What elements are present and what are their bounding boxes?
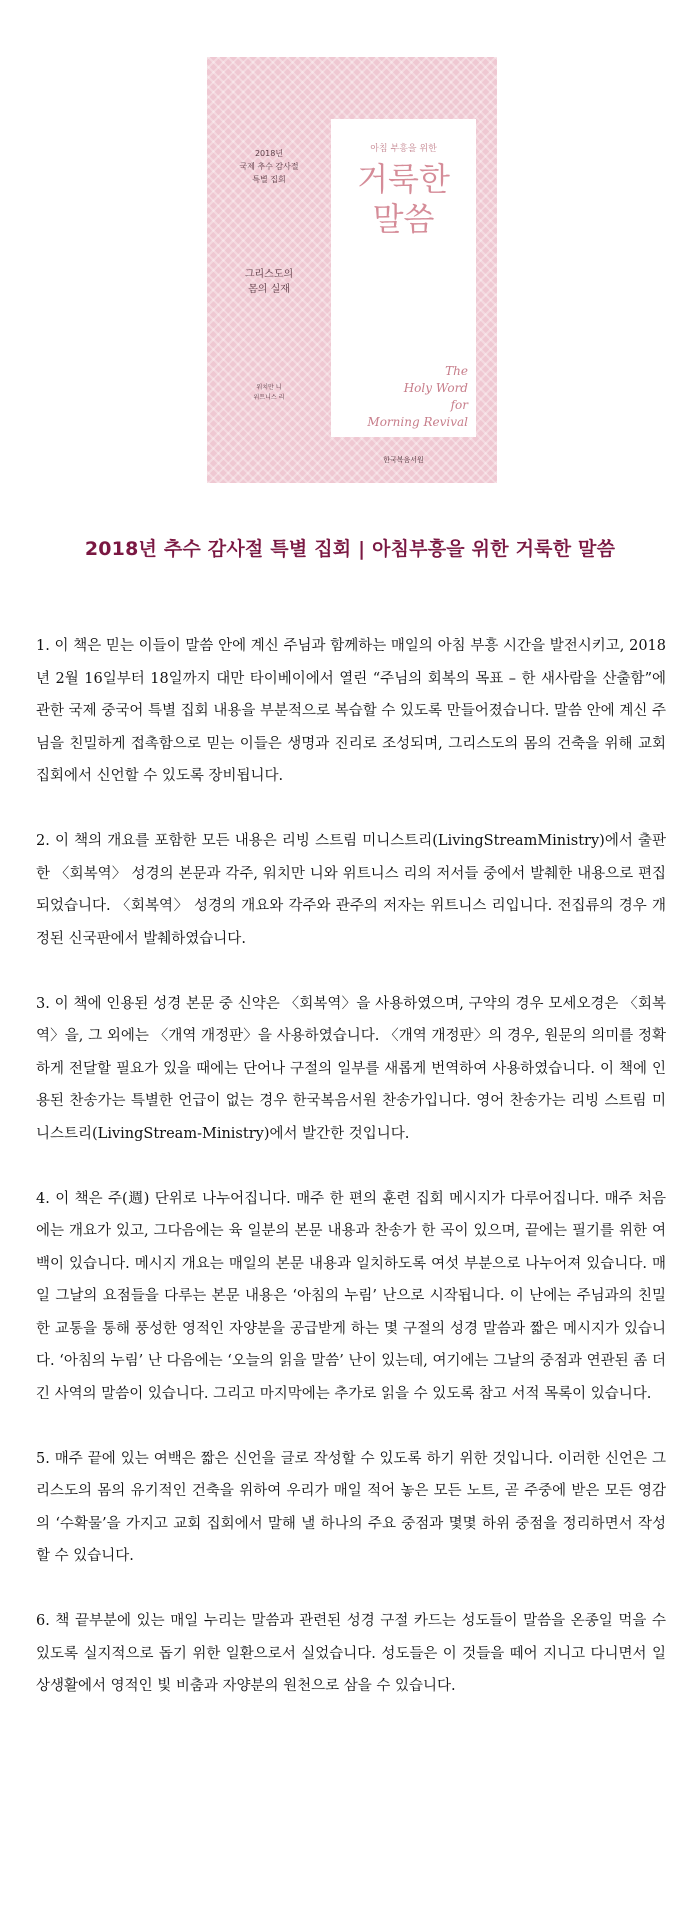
cover-subtitle bbox=[207, 267, 331, 297]
cover-event-line: 국제 추수 감사절 bbox=[239, 162, 299, 171]
cover-event-text bbox=[207, 147, 331, 186]
paragraph-5: 5. 매주 끝에 있는 여백은 짧은 신언을 글로 작성할 수 있도록 하기 위한 것입니다. 이러한 신언은 그리스도의 몸의 유기적인 건축을 위하여 우리가 매일 적어 놓은 모든 노트, 곧 주중에 받은 모든 영감의 ‘수확물’을 가지고 교회 집회에서 말해 낼 하나의 주요 중점과 몇몇 하위 중점을 정리하면서 작성할 수 있습니다. bbox=[36, 1450, 666, 1564]
paragraph-3: 3. 이 책에 인용된 성경 본문 중 신약은 〈회복역〉을 사용하였으며, 구약의 경우 모세오경은 〈회복역〉을, 그 외에는 〈개역 개정판〉을 사용하였습니다. 〈개역 개정판〉의 경우, 원문의 의미를 정확하게 전달할 필요가 있을 때에는 단어나 구절의 일부를 새롭게 번역하여 사용하였습니다. 이 책에 인용된 찬송가는 특별한 언급이 없는 경우 한국복음서원 찬송가입니다. 영어 찬송가는 리빙 스트림 미니스트리(LivingStream-Ministry)에서 발간한 것입니다. bbox=[36, 995, 666, 1142]
paragraph-4: 4. 이 책은 주(週) 단위로 나누어집니다. 매주 한 편의 훈련 집회 메시지가 다루어집니다. 매주 처음에는 개요가 있고, 그다음에는 육 일분의 본문 내용과 찬송가 한 곡이 있으며, 끝에는 필기를 위한 여백이 있습니다. 메시지 개요는 매일의 본문 내용과 일치하도록 여섯 부분으로 나누어져 있습니다. 매일 그날의 요점들을 다루는 본문 내용은 ‘아침의 누림’ 난으로 시작됩니다. 이 난에는 주님과의 친밀한 교통을 통해 풍성한 영적인 자양분을 공급받게 하는 몇 구절의 성경 말씀과 짧은 메시지가 있습니다. ‘아침의 누림’ 난 다음에는 ‘오늘의 읽을 말씀’ 난이 있는데, 여기에는 그날의 중점과 연관된 좀 더 긴 사역의 말씀이 있습니다. 그리고 마지막에는 추가로 읽을 수 있도록 참고 서적 목록이 있습니다. bbox=[36, 1190, 666, 1402]
cover-author-line: 워치만 니 bbox=[256, 384, 282, 391]
paragraph-1: 1. 이 책은 믿는 이들이 말씀 안에 계신 주님과 함께하는 매일의 아침 부흥 시간을 발전시키고, 2018년 2월 16일부터 18일까지 대만 타이베이에서 열린 “주님의 회복의 목표 – 한 새사람을 산출함”에 관한 국제 중국어 특별 집회 내용을 부분적으로 복습할 수 있도록 만들어졌습니다. 말씀 안에 계신 주님을 친밀하게 접촉함으로 믿는 이들은 생명과 진리로 조성되며, 그리스도의 몸의 건축을 위해 교회 집회에서 신언할 수 있도록 장비됩니다. bbox=[36, 638, 666, 784]
cover-title-panel bbox=[331, 119, 476, 437]
cover-title: 거룩한 말씀 bbox=[357, 160, 450, 238]
description-body bbox=[36, 630, 666, 1735]
book-cover-image bbox=[207, 57, 497, 483]
cover-author-line: 위트니스 리 bbox=[253, 394, 285, 401]
cover-event-line: 2018년 bbox=[254, 149, 284, 158]
page-headline: 2018년 추수 감사절 특별 집회 | 아침부흥을 위한 거룩한 말씀 bbox=[84, 538, 616, 560]
cover-subtitle-line: 그리스도의 bbox=[244, 269, 294, 280]
paragraph-2: 2. 이 책의 개요를 포함한 모든 내용은 리빙 스트림 미니스트리(LivingStreamMinistry)에서 출판한 〈회복역〉 성경의 본문과 각주, 워치만 니와 위트니스 리의 저서들 중에서 발췌한 내용으로 편집되었습니다. 〈회복역〉 성경의 개요와 각주와 관주의 저자는 위트니스 리입니다. 전집류의 경우 개정된 신국판에서 발췌하였습니다. bbox=[36, 833, 666, 947]
cover-tagline: 아침 부흥을 위한 bbox=[370, 144, 437, 154]
paragraph-6: 6. 책 끝부분에 있는 매일 누리는 말씀과 관련된 성경 구절 카드는 성도들이 말씀을 온종일 먹을 수 있도록 실지적으로 돕기 위한 일환으로서 실었습니다. 성도들은 이 것들을 떼어 지니고 다니면서 일상생활에서 영적인 빛 비춤과 자양분의 원천으로 삼을 수 있습니다. bbox=[36, 1613, 666, 1694]
cover-subtitle-line: 몸의 실재 bbox=[248, 284, 290, 295]
cover-event-line: 특별 집회 bbox=[252, 175, 286, 184]
cover-author bbox=[207, 383, 331, 403]
cover-english-title: The Holy Word for Morning Revival bbox=[367, 364, 468, 429]
cover-publisher: 한국복음서원 bbox=[383, 456, 424, 464]
